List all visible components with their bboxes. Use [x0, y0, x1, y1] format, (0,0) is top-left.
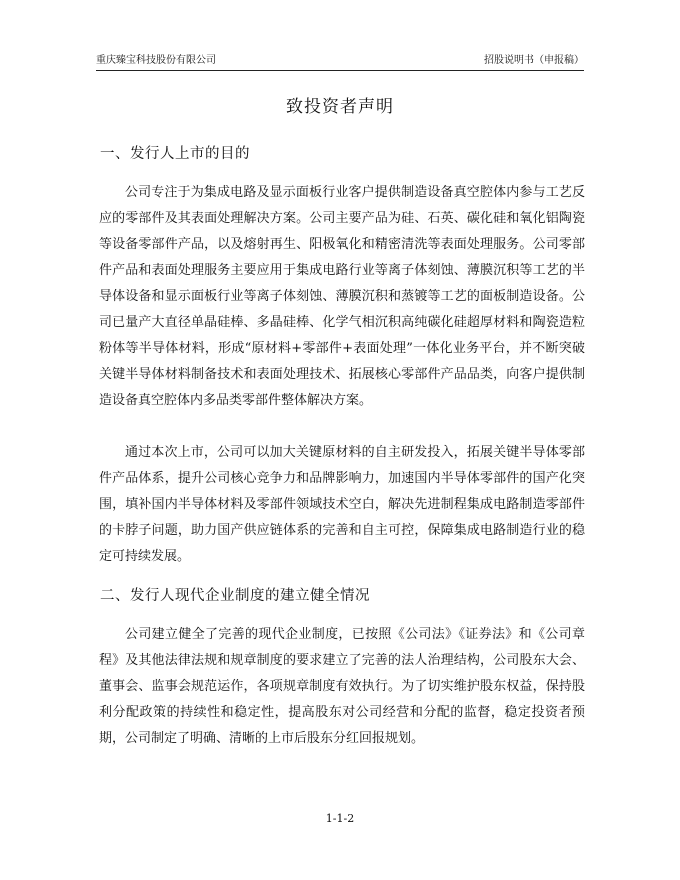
page-header — [96, 52, 584, 71]
page-title: 致投资者声明 — [286, 97, 394, 117]
section-heading-listing-purpose: 一、发行人上市的目的 — [100, 146, 250, 162]
paragraph-company-business: 公司专注于为集成电路及显示面板行业客户提供制造设备真空腔体内参与工艺反应的零部件及其表面处理解决方案。公司主要产品为硅、石英、碳化硅和氧化铝陶瓷等设备零部件产品，以及熔射再生、阳极氧化和精密清洗等表面处理服务。公司零部件产品和表面处理服务主要应用于集成电路行业等离子体刻蚀、薄膜沉积等工艺的半导体设备和显示面板行业等离子体刻蚀、薄膜沉积和蒸镀等工艺的面板制造设备。公司已量产大直径单晶硅棒、多晶硅棒、化学气相沉积高纯碳化硅超厚材料和陶瓷造粒粉体等半导体材料，形成“原材料+零部件+表面处理”一体化业务平台，并不断突破关键半导体材料制备技术和表面处理技术、拓展核心零部件产品品类，向客户提供制造设备真空腔体内多品类零部件整体解决方案。 — [99, 185, 585, 408]
section-heading-corporate-governance: 二、发行人现代企业制度的建立健全情况 — [100, 588, 370, 604]
paragraph-governance-system: 公司建立健全了完善的现代企业制度，已按照《公司法》《证券法》和《公司章程》及其他法律法规和规章制度的要求建立了完善的法人治理结构，公司股东大会、董事会、监事会规范运作，各项规章制度有效执行。为了切实维护股东权益，保持股利分配政策的持续性和稳定性，提高股东对公司经营和分配的监督，稳定投资者预期，公司制定了明确、清晰的上市后股东分红回报规划。 — [99, 627, 585, 746]
header-document-title: 招股说明书（申报稿） — [484, 55, 584, 66]
paragraph-listing-benefits: 通过本次上市，公司可以加大关键原材料的自主研发投入，拓展关键半导体零部件产品体系，提升公司核心竞争力和品牌影响力，加速国内半导体零部件的国产化突围，填补国内半导体材料及零部件领域技术空白，解决先进制程集成电路制造零部件的卡脖子问题，助力国产供应链体系的完善和自主可控，保障集成电路制造行业的稳定可持续发展。 — [99, 445, 585, 564]
page-number: 1-1-2 — [325, 812, 355, 825]
header-company-name: 重庆臻宝科技股份有限公司 — [96, 55, 216, 66]
